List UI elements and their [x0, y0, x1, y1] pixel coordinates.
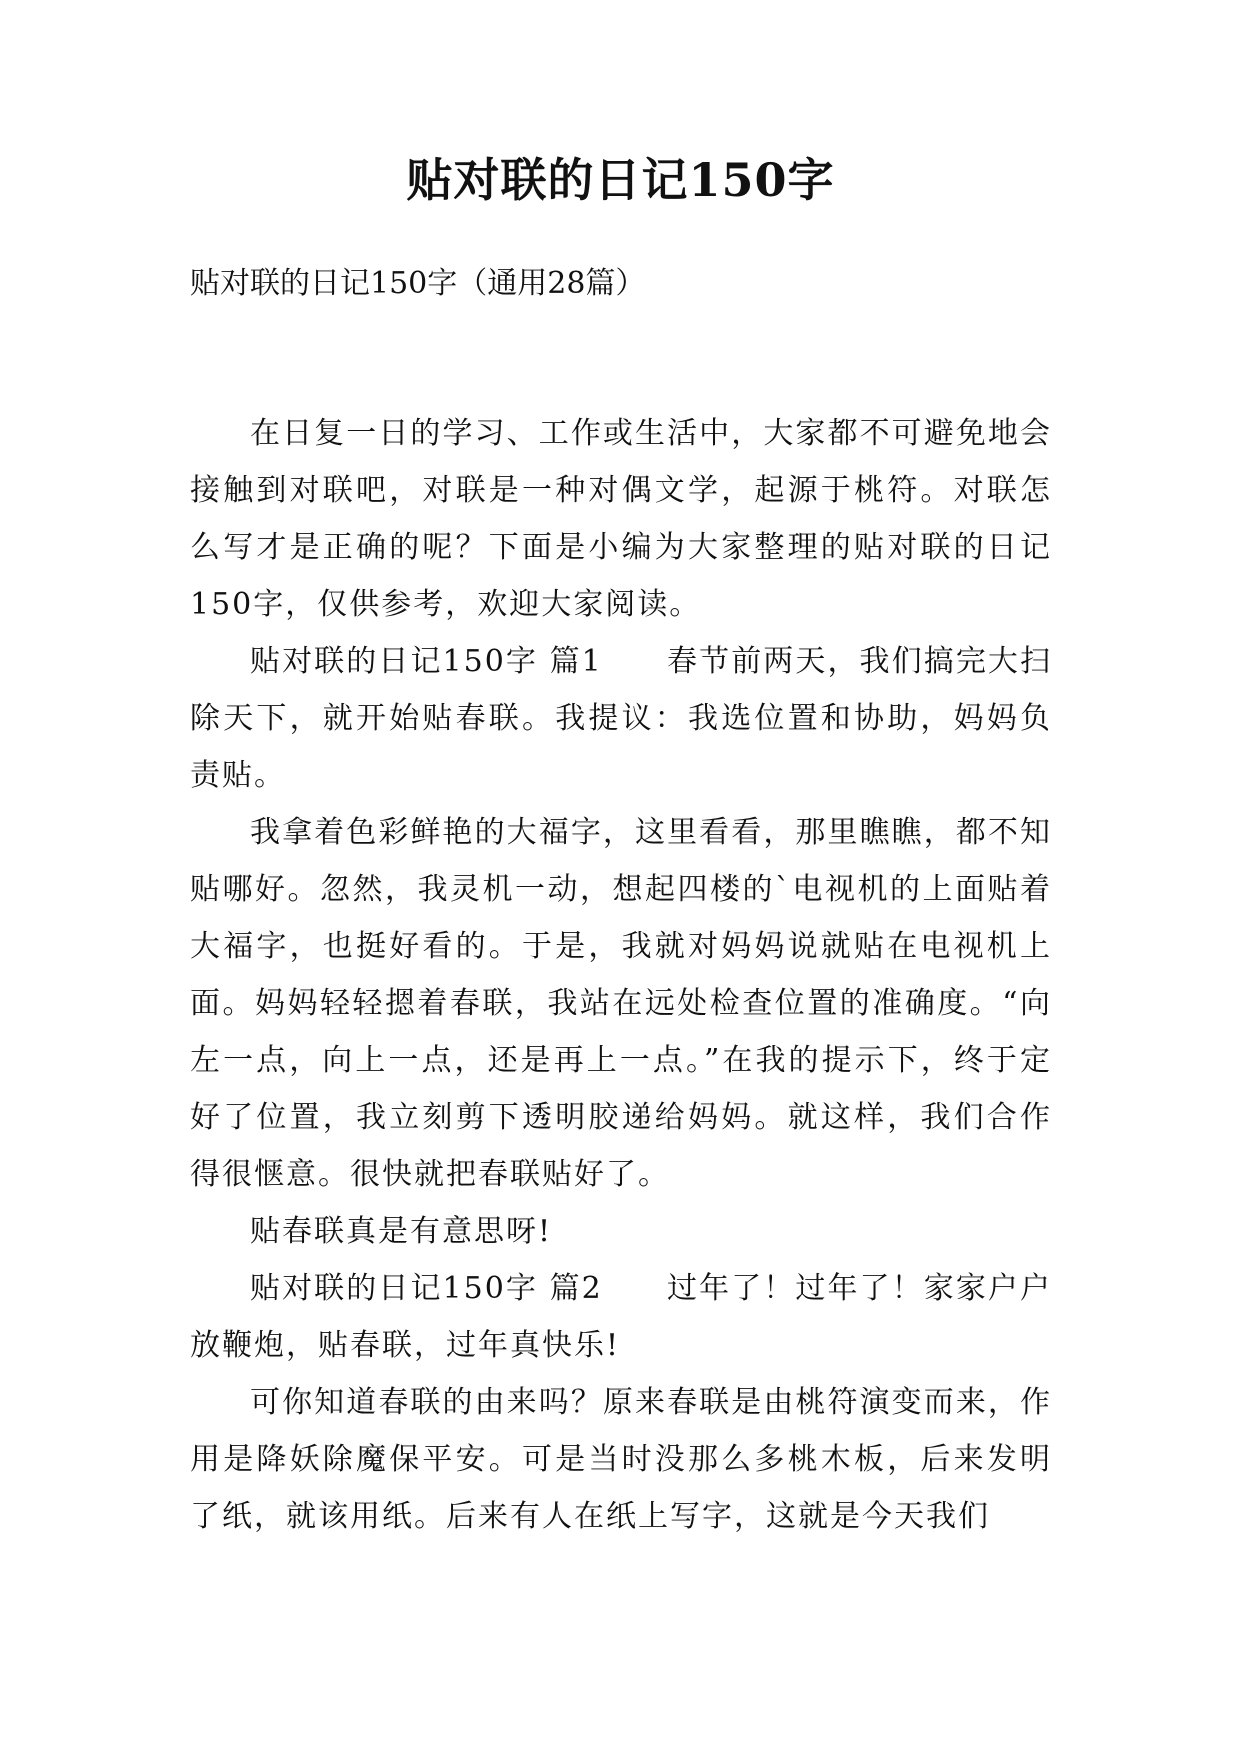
paragraph: 我拿着色彩鲜艳的大福字，这里看看，那里瞧瞧，都不知贴哪好。忽然，我灵机一动，想起四楼的`电视机的上面贴着大福字，也挺好看的。于是，我就对妈妈说就贴在电视机上面。妈妈轻轻摁着春联，我站在远处检查位置的准确度。“向左一点，向上一点，还是再上一点。”在我的提示下，终于定好了位置，我立刻剪下透明胶递给妈妈。就这样，我们合作得很惬意。很快就把春联贴好了。: [190, 815, 1052, 1192]
paragraph: 贴春联真是有意思呀!: [250, 1214, 553, 1249]
paragraph: 可你知道春联的由来吗？原来春联是由桃符演变而来，作用是降妖除魔保平安。可是当时没那么多桃木板，后来发明了纸，就该用纸。后来有人在纸上写字，这就是今天我们: [190, 1385, 1052, 1534]
document-subtitle: 贴对联的日记150字（通用28篇）: [190, 266, 646, 301]
document-body: [190, 405, 1052, 1545]
paragraph: 贴对联的日记150字 篇1 春节前两天，我们搞完大扫除天下，就开始贴春联。我提议：我选位置和协助，妈妈负责贴。: [190, 644, 1052, 793]
document-title: 贴对联的日记150字: [406, 153, 835, 207]
paragraph: 在日复一日的学习、工作或生活中，大家都不可避免地会接触到对联吧，对联是一种对偶文学，起源于桃符。对联怎么写才是正确的呢？下面是小编为大家整理的贴对联的日记150字，仅供参考，欢迎大家阅读。: [190, 416, 1052, 622]
paragraph: 贴对联的日记150字 篇2 过年了！过年了！家家户户放鞭炮，贴春联，过年真快乐!: [190, 1271, 1052, 1363]
